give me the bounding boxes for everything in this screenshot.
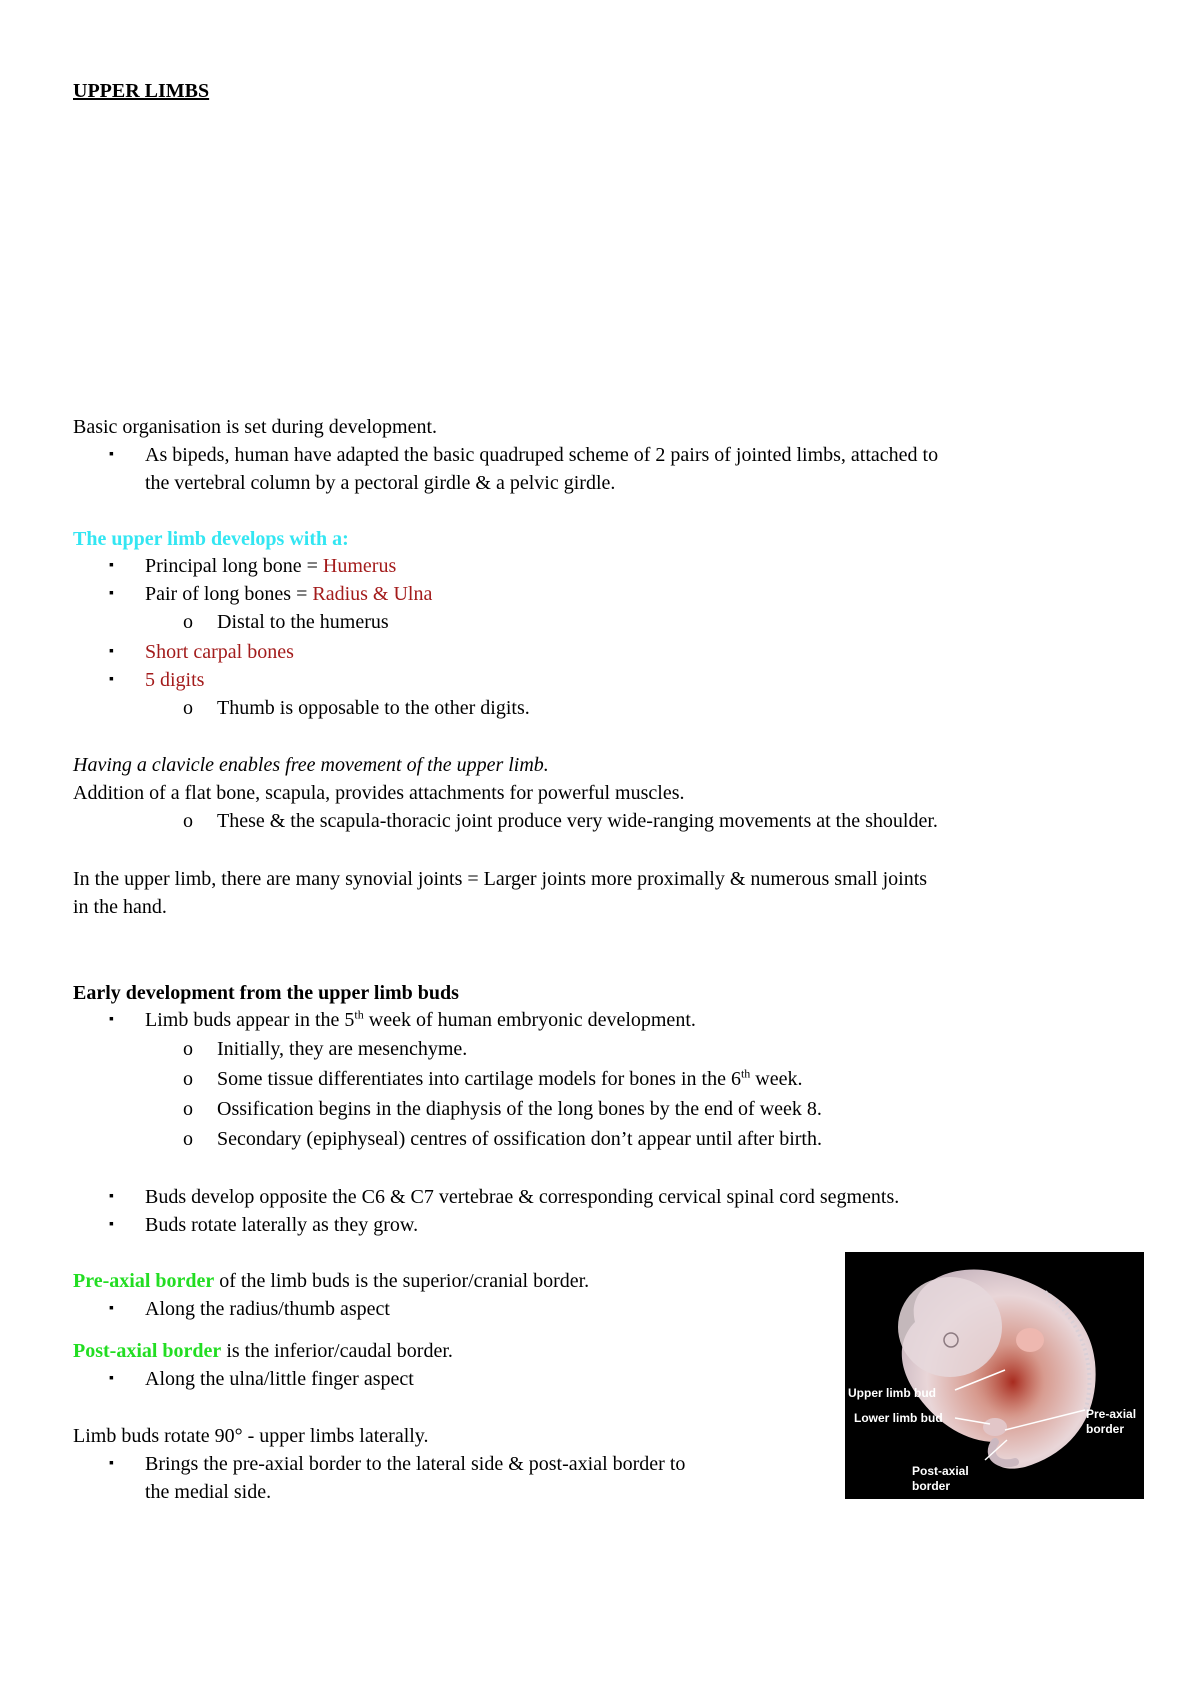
square-bullet-icon: ▪ bbox=[109, 1189, 114, 1204]
square-bullet-icon: ▪ bbox=[109, 672, 114, 687]
circle-bullet-icon: o bbox=[183, 1068, 193, 1090]
list-item bbox=[145, 1007, 696, 1033]
square-bullet-icon: ▪ bbox=[109, 447, 114, 462]
superscript: th bbox=[740, 1066, 751, 1081]
text-part: Limb buds appear in the 5 bbox=[145, 1009, 355, 1031]
item-value: Humerus bbox=[322, 555, 397, 577]
text-part: of the limb buds is the superior/cranial border. bbox=[214, 1270, 590, 1292]
list-item: Buds rotate laterally as they grow. bbox=[145, 1214, 419, 1236]
item-prefix: Pair of long bones = bbox=[145, 583, 313, 605]
joints-line-2: in the hand. bbox=[73, 896, 167, 918]
sub-item: Ossification begins in the diaphysis of the long bones by the end of week 8. bbox=[217, 1098, 822, 1120]
label-post-axial-1: Post-axial bbox=[912, 1464, 969, 1478]
rotate-line: Limb buds rotate 90° - upper limbs laterally. bbox=[73, 1425, 429, 1447]
joints-line-1: In the upper limb, there are many synovial joints = Larger joints more proximally & numerous small joints bbox=[73, 868, 928, 890]
embryo-illustration bbox=[845, 1252, 1144, 1499]
post-axial-label: Post-axial border bbox=[73, 1340, 222, 1362]
early-heading: Early development from the upper limb buds bbox=[73, 982, 459, 1004]
lower-limb-bud bbox=[983, 1418, 1007, 1436]
square-bullet-icon: ▪ bbox=[109, 558, 114, 573]
sub-item: Secondary (epiphyseal) centres of ossification don’t appear until after birth. bbox=[217, 1128, 822, 1150]
circle-bullet-icon: o bbox=[183, 1098, 193, 1120]
circle-bullet-icon: o bbox=[183, 697, 193, 719]
list-item bbox=[145, 553, 396, 579]
intro-bullet-line-1: As bipeds, human have adapted the basic quadruped scheme of 2 pairs of jointed limbs, attached to bbox=[145, 444, 939, 466]
list-item-line-1: Brings the pre-axial border to the lateral side & post-axial border to bbox=[145, 1453, 686, 1475]
sub-item: Thumb is opposable to the other digits. bbox=[217, 697, 530, 719]
list-item: Buds develop opposite the C6 & C7 vertebrae & corresponding cervical spinal cord segments. bbox=[145, 1186, 900, 1208]
sub-item: These & the scapula-thoracic joint produce very wide-ranging movements at the shoulder. bbox=[217, 810, 938, 832]
pre-axial-label: Pre-axial border bbox=[73, 1270, 215, 1292]
list-item: Along the ulna/little finger aspect bbox=[145, 1368, 414, 1390]
square-bullet-icon: ▪ bbox=[109, 1456, 114, 1471]
text-part: Some tissue differentiates into cartilage models for bones in the 6 bbox=[217, 1068, 741, 1090]
list-item bbox=[145, 581, 432, 607]
sub-item bbox=[217, 1066, 803, 1092]
circle-bullet-icon: o bbox=[183, 810, 193, 832]
upper-limb-heading: The upper limb develops with a: bbox=[73, 528, 349, 550]
list-item: 5 digits bbox=[145, 669, 205, 691]
embryo-figure bbox=[845, 1252, 1144, 1499]
square-bullet-icon: ▪ bbox=[109, 586, 114, 601]
circle-bullet-icon: o bbox=[183, 611, 193, 633]
intro-bullet-line-2: the vertebral column by a pectoral girdle & a pelvic girdle. bbox=[145, 472, 616, 494]
text-part: week. bbox=[750, 1068, 803, 1090]
post-axial-line bbox=[73, 1338, 453, 1364]
embryo-heart bbox=[981, 1344, 1045, 1420]
sub-item: Initially, they are mesenchyme. bbox=[217, 1038, 468, 1060]
square-bullet-icon: ▪ bbox=[109, 1371, 114, 1386]
square-bullet-icon: ▪ bbox=[109, 644, 114, 659]
text-part: week of human embryonic development. bbox=[363, 1009, 696, 1031]
label-upper-limb-bud: Upper limb bud bbox=[848, 1386, 936, 1400]
page-title: UPPER LIMBS bbox=[73, 80, 210, 102]
pre-axial-line bbox=[73, 1268, 589, 1294]
sub-item: Distal to the humerus bbox=[217, 611, 389, 633]
list-item: Along the radius/thumb aspect bbox=[145, 1298, 390, 1320]
intro-line: Basic organisation is set during development. bbox=[73, 416, 438, 438]
label-pre-axial-2: border bbox=[1086, 1422, 1125, 1436]
square-bullet-icon: ▪ bbox=[109, 1217, 114, 1232]
label-lower-limb-bud: Lower limb bud bbox=[854, 1411, 943, 1425]
circle-bullet-icon: o bbox=[183, 1128, 193, 1150]
clavicle-italic: Having a clavicle enables free movement of the upper limb. bbox=[73, 754, 549, 776]
item-value: Radius & Ulna bbox=[312, 583, 433, 605]
text-part: is the inferior/caudal border. bbox=[221, 1340, 453, 1362]
label-pre-axial-1: Pre-axial bbox=[1086, 1407, 1137, 1421]
list-item-line-2: the medial side. bbox=[145, 1481, 272, 1503]
upper-limb-bud bbox=[1016, 1328, 1044, 1352]
superscript: th bbox=[354, 1007, 364, 1022]
square-bullet-icon: ▪ bbox=[109, 1012, 114, 1027]
item-prefix: Principal long bone = bbox=[145, 555, 323, 577]
circle-bullet-icon: o bbox=[183, 1038, 193, 1060]
square-bullet-icon: ▪ bbox=[109, 1301, 114, 1316]
list-item: Short carpal bones bbox=[145, 641, 294, 663]
clavicle-line: Addition of a flat bone, scapula, provides attachments for powerful muscles. bbox=[73, 782, 685, 804]
label-post-axial-2: border bbox=[912, 1479, 951, 1493]
